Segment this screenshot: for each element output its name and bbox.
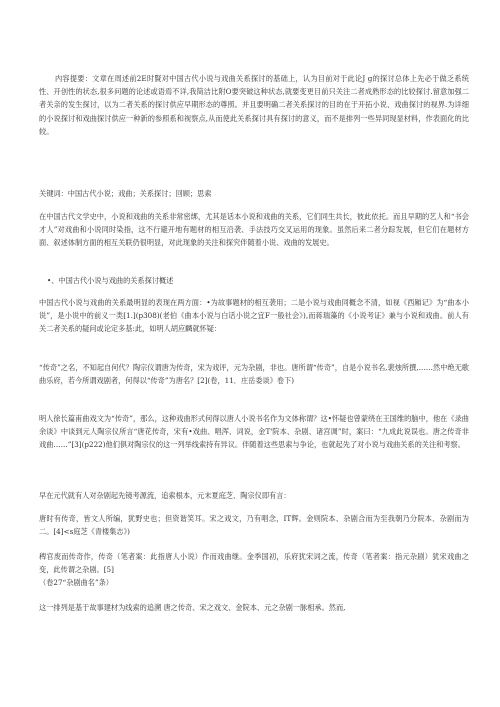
quote-3-text: 稗官废而传奇作，传奇（笔者案：此指唐人小说）作而戏曲继。金季国初，乐府犹宋词之流，传奇（笔者案：指元杂剧）犹宋戏曲之变，此传谓之杂剧。[5] xyxy=(39,552,469,575)
section-paragraph-4-text: 这一排列是基于故事建材为线索的追溯 唐之传奇、宋之戏文、金院本、元之杂剧一脉相承。然而, xyxy=(39,603,346,612)
section-paragraph-4 xyxy=(39,601,469,614)
section-paragraph-3-text: 早在元代就有人对杂剧起先镜考源流，追索根本，元末夏庭芝、陶宗仪即有言： xyxy=(39,491,291,500)
quote-3-cite: （卷27“杂剧曲名”条） xyxy=(39,578,113,588)
section-paragraph-1-text: 中国古代小说与戏曲的关系最明显的表现在两方面：•为故事题材的相互袭用；二是小说与戏曲同概念不清，如视《西厢记》为“曲本小说”，是小说中的前义一类[1.](p308)(老伯《曲本小说与白话小说之宜F一般社会》),而蒋瑞藻的《小说考证》兼与小说和戏曲。前人有关二者关系的疑问或论定多基:此，如明人胡应麟就怀疑： xyxy=(39,298,469,334)
section-paragraph-2 xyxy=(39,412,469,452)
intro-paragraph xyxy=(39,210,469,250)
abstract-text: 内容提要：文章在周述前2E时賢对中国古代小说与戏曲关系探讨的基础上，认为目前对于此论J g的探讨总体上先必于做乏系统性、开创性的状态,很多问题的论述或语焉不详,我简洁比附O要突破这种状态,就要变更目前只关注二者成熟形态的比较探讨.留意加强二者关亲的发生探讨，以为二者关系的探讨供应早期形态的尊照。并且要明确二者关系探讨的目的在于开拓小说、戏曲探讨的视界.为详细的小说探讨和戏曲探讨供应一种新的参照系和视察点,从而使此关系探讨具有探讨的意义，而不是排列一些异同现显材料，作表面化的比较。 xyxy=(39,74,469,136)
intro-text: 在中国古代文学史中，小说和戏曲的关系非常密绑，尤其是话本小说和戏曲的关系，它们同生共长，彼此依托。而且早期的艺人和“书会才人”对戏曲和小说同时染指，这不行避开地有题材的相互沿袭、手法技巧交叉运用的现象。虽然后来二者分踪发展，但它们在题材方面、叙述体制方面的相互关联仍很明显，对此现象的关注和探究伴随着小说、戏曲的发展史。 xyxy=(39,212,469,248)
quote-2-text: 唐时有传奇，皆文人所编，犹野史也；但资谐笑耳。宋之戏文，乃有唱念，IT辉。金则院本、杂剧合而为至我朝乃分院本、杂剧而为二。[4]<s庭芝《青楼集志》) xyxy=(39,514,469,537)
quote-3 xyxy=(39,550,469,590)
section-paragraph-1 xyxy=(39,296,469,336)
keywords xyxy=(39,187,469,200)
quote-1-text: “传奇”之名，不知起自何代？陶宗仪谓唐为传奇，宋为戏评，元为杂剧，非也。唐所谓“传奇”，自是小说书名,裴烛所撰,……然中绝无歌曲乐府，若今所谓戏剧者，何得以“传奇”为唐名？[2](卷，11．庄岳委谈》卷下) xyxy=(39,363,469,386)
section-paragraph-3 xyxy=(39,489,469,502)
abstract xyxy=(39,72,469,138)
section-paragraph-2-text: 明人徐长篇甫曲戏文为“传奇”，那么，这种戏曲形式何得以唐人小说书名作为文体称谓？这•怀疑也曾蒙绕在王国维的脑中，他在《录曲余谈》中谈到元人陶宗仪所言“唐花传奇，宋有•戏曲、唱浑、词说，金T'院本、杂剧、诸宫调”时，案曰：“九成此说误也。唐之传奇非戏曲……”[3](p222)他们俱对陶宗仪的这一列举线索持有异议。伴随着这些思索与争论，也就起先了对小说与戏曲关系的关注和考察。 xyxy=(39,414,469,450)
quote-1 xyxy=(39,361,469,387)
section-heading-text: •、中国古代小说与戏曲的关系探讨概述 xyxy=(47,276,174,285)
section-heading xyxy=(39,274,469,287)
keywords-text: 关键词：中国古代小说；戏曲；关系探讨；回顾；思索 xyxy=(39,189,212,198)
quote-2 xyxy=(39,512,469,538)
